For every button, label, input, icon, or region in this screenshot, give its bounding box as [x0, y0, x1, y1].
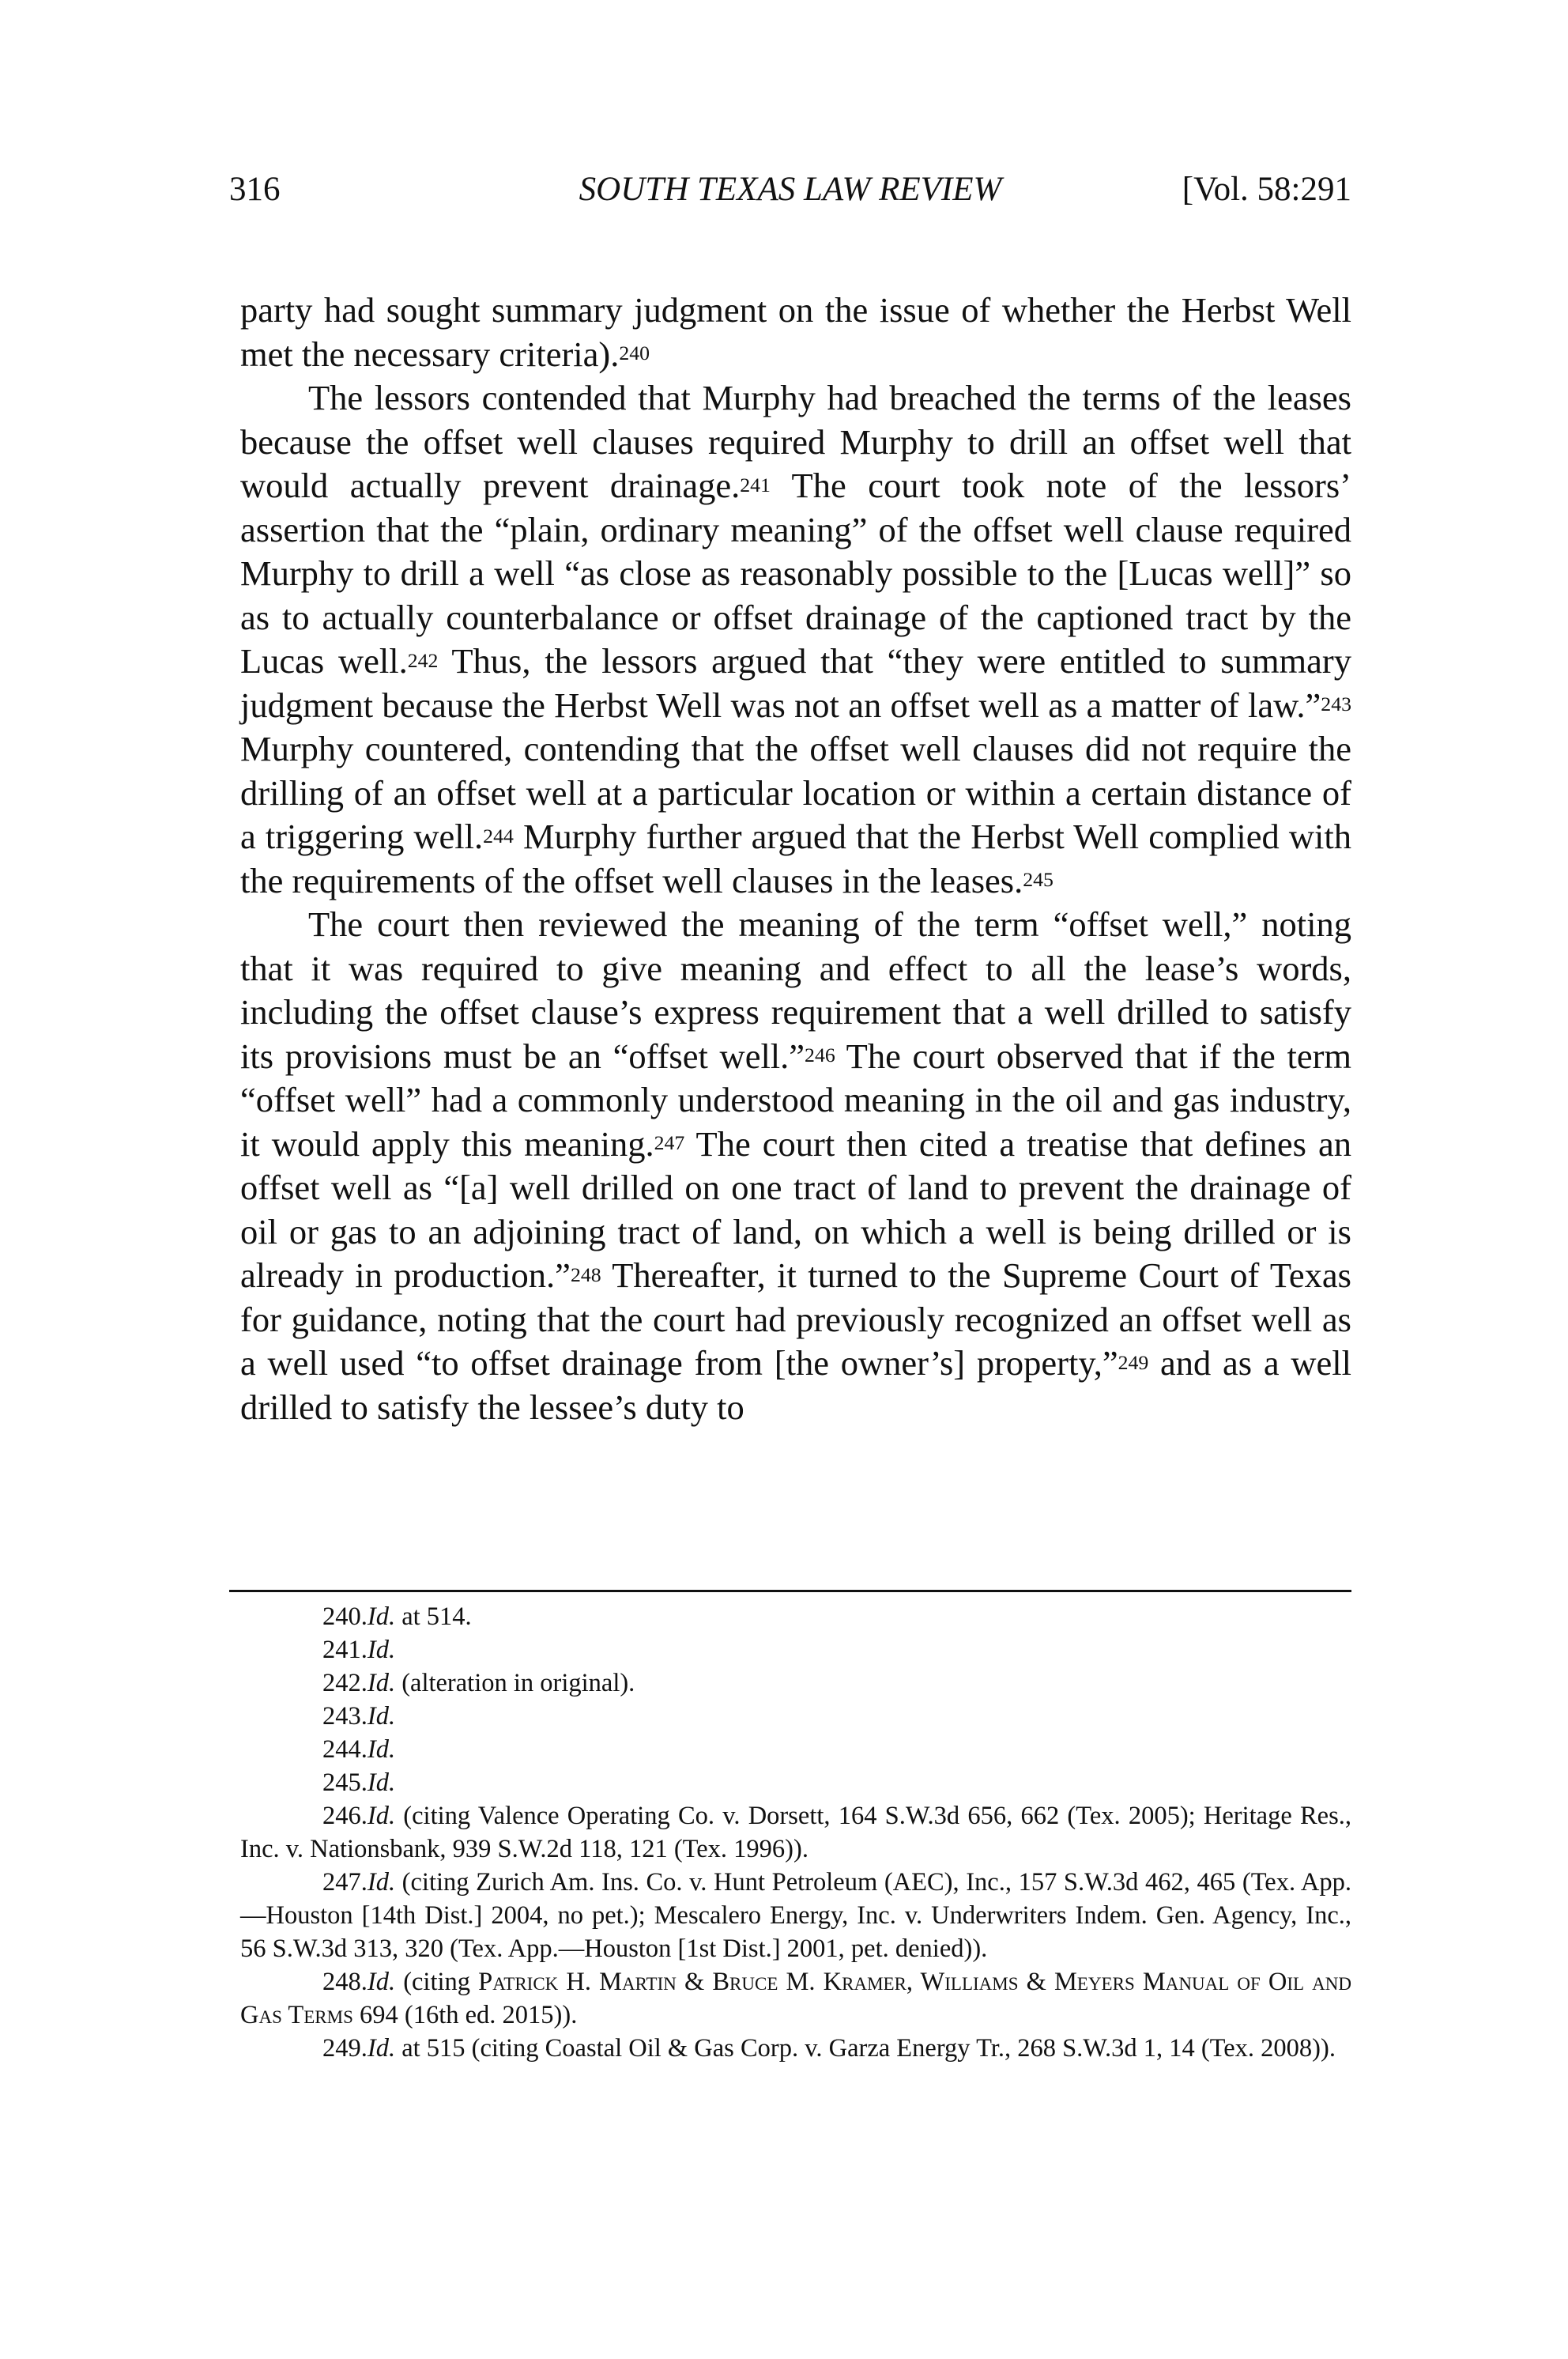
footnote-id: Id. — [367, 1602, 396, 1631]
footnote-text: (alteration in original). — [395, 1669, 635, 1697]
footnote-ref-247: 247 — [654, 1131, 685, 1155]
footnote-number: 244. — [322, 1735, 368, 1764]
footnote-ref-243: 243 — [1321, 693, 1351, 716]
footnote-number: 245. — [322, 1768, 368, 1797]
paragraph-text: Murphy countered, contending that the offset well clauses did not require the drilling of an offset well at a particular location or within a certain distance of a triggering well. — [240, 729, 1351, 856]
footnote-text: at 514. — [395, 1602, 472, 1631]
footnote — [240, 1666, 1351, 1700]
paragraph-text: The court observed that if the term “offset well” had a commonly understood meaning in the oil and gas industry, it would apply this meaning. — [240, 1036, 1351, 1164]
footnote-number: 246. — [322, 1802, 368, 1830]
footnote-text: (citing Valence Operating Co. v. Dorsett, 164 S.W.3d 656, 662 (Tex. 2005); Heritage Res., Inc. v. Nationsbank, 939 S.W.2d 118, 121 (Tex. 1996)). — [240, 1802, 1351, 1863]
footnote-number: 247. — [322, 1868, 368, 1897]
paragraph-text: The court then reviewed the meaning of the term “offset well,” noting that it was required to give meaning and effect to all the lease’s words, including the offset clause’s express requirement that a well drilled to satisfy its provisions must be an “offset well.” — [240, 904, 1351, 1076]
footnote — [240, 1700, 1351, 1733]
footnote — [240, 1965, 1351, 2032]
footnote — [240, 1600, 1351, 1633]
footnote-ref-241: 241 — [740, 473, 771, 496]
volume-citation: [Vol. 58:291 — [1182, 171, 1351, 208]
paragraph-text: Thereafter, it turned to the Supreme Court of Texas for guidance, noting that the court had previously recognized an offset well as a well used “to offset drainage from [the owner’s] property,” — [240, 1255, 1351, 1383]
footnote-text: at 515 (citing Coastal Oil & Gas Corp. v. Garza Energy Tr., 268 S.W.3d 1, 14 (Tex. 2008)). — [395, 2034, 1336, 2063]
page-number: 316 — [229, 171, 281, 208]
footnote-id: Id. — [367, 1768, 396, 1797]
footnote — [240, 1766, 1351, 1799]
footnote-number: 241. — [322, 1636, 368, 1664]
paragraph-3 — [240, 903, 1351, 1429]
footnote-ref-248: 248 — [570, 1263, 601, 1286]
paragraph-text: Thus, the lessors argued that “they were entitled to summary judgment because the Herbst Well was not an offset well as a matter of law.” — [240, 641, 1351, 725]
footnote — [240, 2032, 1351, 2065]
paragraph-text: The court then cited a treatise that defines an offset well as “[a] well drilled on one tract of land to prevent the drainage of oil or gas to an adjoining tract of land, on which a well is being drilled or is already in production.” — [240, 1123, 1351, 1295]
footnote-text: 694 (16th ed. 2015)). — [352, 2001, 578, 2029]
footnote-id: Id. — [367, 1968, 396, 1996]
footnote-number: 242. — [322, 1669, 368, 1697]
footnote-number: 249. — [322, 2034, 368, 2063]
footnote-number: 240. — [322, 1602, 368, 1631]
footnote — [240, 1866, 1351, 1965]
footnote-number: 248. — [322, 1968, 368, 1996]
main-text — [240, 289, 1351, 1429]
footnote-ref-246: 246 — [805, 1044, 835, 1067]
footnote-id: Id. — [367, 1669, 396, 1697]
running-header — [229, 170, 1351, 217]
footnote-id: Id. — [367, 1802, 396, 1830]
footnote-ref-240: 240 — [619, 342, 650, 365]
footnote-id: Id. — [367, 1735, 396, 1764]
footnote — [240, 1633, 1351, 1666]
footnote-id: Id. — [367, 2034, 396, 2063]
footnote-divider — [229, 1590, 1351, 1592]
footnote-ref-244: 244 — [483, 824, 514, 847]
footnote-id: Id. — [367, 1636, 396, 1664]
footnote-id: Id. — [367, 1702, 396, 1731]
treatise-title: Patrick H. Martin & Bruce M. Kramer, Williams & Meyers Manual of Oil and Gas Terms — [240, 1968, 1351, 2029]
footnote-text: (citing Zurich Am. Ins. Co. v. Hunt Petroleum (AEC), Inc., 157 S.W.3d 462, 465 (Tex. App.—Houston [14th Dist.] 2004, no pet.); Mescalero Energy, Inc. v. Underwriters Indem. Gen. Agency, Inc., 56 S.W.3d 313, 320 (Tex. App.—Houston [1st Dist.] 2001, pet. denied)). — [240, 1868, 1351, 1963]
paragraph-1 — [240, 289, 1351, 376]
paragraph-text: party had sought summary judgment on the issue of whether the Herbst Well met the necessary criteria). — [240, 290, 1351, 374]
footnote-number: 243. — [322, 1702, 368, 1731]
footnote-ref-242: 242 — [407, 648, 439, 672]
footnote-text: (citing — [395, 1968, 479, 1996]
footnote-ref-249: 249 — [1118, 1350, 1149, 1374]
footnote-ref-245: 245 — [1023, 868, 1054, 892]
journal-title: SOUTH TEXAS LAW REVIEW — [579, 171, 1002, 208]
paragraph-text: The court took note of the lessors’ assertion that the “plain, ordinary meaning” of the offset well clause required Murphy to drill a well “as close as reasonably possible to the [Lucas well]” so as to actually counterbalance or offset drainage of the captioned tract by the Lucas well. — [240, 466, 1351, 681]
paragraph-text: The lessors contended that Murphy had breached the terms of the leases because the offset well clauses required Murphy to drill an offset well that would actually prevent drainage. — [240, 378, 1351, 505]
footnotes — [240, 1600, 1351, 2065]
paragraph-2 — [240, 376, 1351, 903]
footnote-id: Id. — [367, 1868, 396, 1897]
footnote — [240, 1733, 1351, 1766]
footnote — [240, 1799, 1351, 1866]
paragraph-text: and as a well drilled to satisfy the lessee’s duty to — [240, 1343, 1351, 1427]
paragraph-text: Murphy further argued that the Herbst Well complied with the requirements of the offset well clauses in the leases. — [240, 817, 1351, 900]
